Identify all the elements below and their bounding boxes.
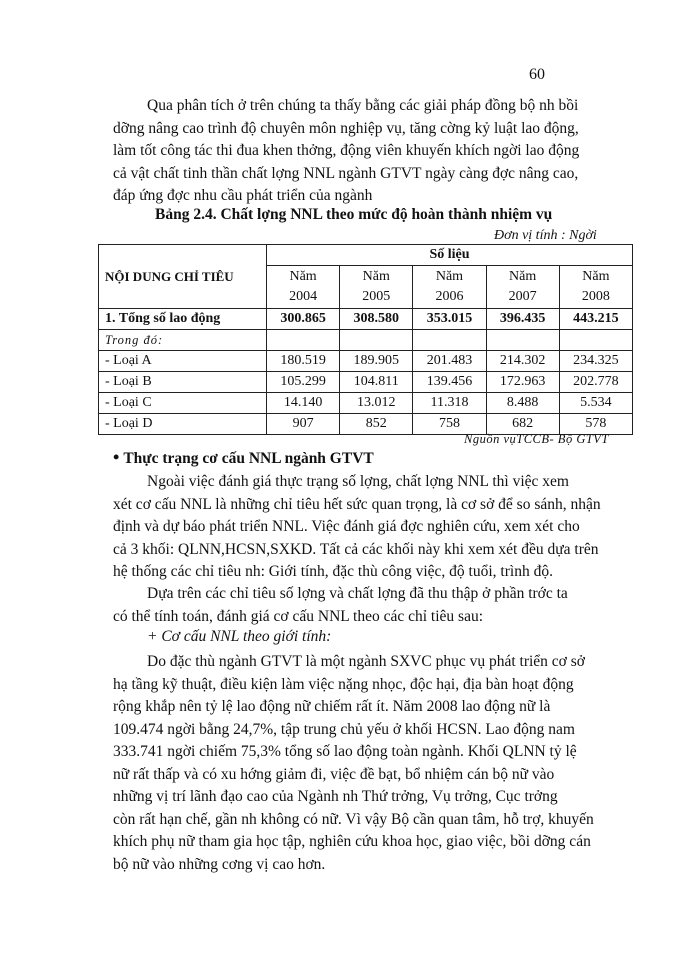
cell-value: 308.580	[340, 309, 413, 330]
table-header-row	[99, 245, 633, 266]
cell-value: 5.534	[559, 393, 632, 414]
quality-table	[98, 244, 633, 435]
table-caption: Bảng 2.4. Chất lợng NNL theo mức độ hoàn thành nhiệm vụ	[155, 206, 553, 223]
table-row-trong-do	[99, 330, 633, 351]
paragraph-structure	[113, 471, 631, 584]
text-line: 333.741 ngời chiếm 75,3% tổng số lao động toàn ngành. Khối QLNN tỷ lệ	[113, 743, 577, 760]
subheading-gender: + Cơ cấu NNL theo giới tính:	[147, 628, 332, 645]
row-label: - Loại A	[99, 351, 267, 372]
header-content: NỘI DUNG CHỈ TIÊU	[99, 245, 267, 309]
text-line: Dựa trên các chỉ tiêu số lợng và chất lợng đã thu thập ở phần trớc ta	[147, 585, 568, 602]
cell-value: 11.318	[413, 393, 486, 414]
text-line: dỡng nâng cao trình độ chuyên môn nghiệp vụ, tăng cờng kỷ luật lao động,	[113, 119, 579, 137]
cell-value: 682	[486, 414, 559, 435]
cell-value: 300.865	[267, 309, 340, 330]
text-line: 109.474 ngời bằng 24,7%, tập trung chủ yếu ở khối HCSN. Lao động nam	[113, 720, 575, 738]
year-header: Năm 2008	[559, 266, 632, 309]
text-line: khích phụ nữ tham gia học tập, nghiên cứu khoa học, giao việc, bồi dỡng cán	[113, 833, 591, 850]
cell-value: 443.215	[559, 309, 632, 330]
row-label: - Loại C	[99, 393, 267, 414]
table-row	[99, 393, 633, 414]
paragraph-gender	[113, 651, 631, 876]
table-source: Nguồn vụTCCB- Bộ GTVT	[464, 432, 609, 446]
cell-value: 189.905	[340, 351, 413, 372]
intro-paragraph	[113, 95, 631, 208]
year-header: Năm 2006	[413, 266, 486, 309]
cell-value: 234.325	[559, 351, 632, 372]
text-line: cả vật chất tinh thần chất lợng NNL ngành GTVT ngày càng đợc nâng cao,	[113, 164, 579, 182]
cell-value: 201.483	[413, 351, 486, 372]
table-row	[99, 351, 633, 372]
cell-value: 907	[267, 414, 340, 435]
cell-value: 758	[413, 414, 486, 435]
text-line: xét cơ cấu NNL là những chỉ tiêu hết sức quan trọng, là cơ sở để so sánh, nhận	[113, 495, 601, 513]
text-line: hệ thống các chỉ tiêu nh: Giới tính, đặc thù công việc, độ tuổi, trình độ.	[113, 563, 553, 580]
cell-value: 852	[340, 414, 413, 435]
cell-value: 396.435	[486, 309, 559, 330]
text-line: có thể tính toán, đánh giá cơ cấu NNL theo các chỉ tiêu sau:	[113, 607, 484, 625]
cell-value: 353.015	[413, 309, 486, 330]
cell-value: 105.299	[267, 372, 340, 393]
table-unit: Đơn vị tính : Ngời	[494, 228, 597, 243]
cell-value: 214.302	[486, 351, 559, 372]
year-header: Năm 2007	[486, 266, 559, 309]
cell-value: 202.778	[559, 372, 632, 393]
text-line: hạ tầng kỹ thuật, điều kiện làm việc nặng nhọc, độc hại, địa bàn hoạt động	[113, 675, 574, 693]
text-line: cả 3 khối: QLNN,HCSN,SXKD. Tất cả các khối này khi xem xét đều dựa trên	[113, 540, 599, 558]
cell-value: 578	[559, 414, 632, 435]
text-line: làm tốt công tác thi đua khen thởng, động viên khuyến khích ngời lao động	[113, 142, 580, 159]
cell-value: 139.456	[413, 372, 486, 393]
row-label: 1. Tổng số lao động	[99, 309, 267, 330]
cell-value: 14.140	[267, 393, 340, 414]
cell-value: 104.811	[340, 372, 413, 393]
text-line: đáp ứng đợc nhu cầu phát triển của ngành	[113, 187, 373, 204]
row-label: - Loại D	[99, 414, 267, 435]
text-line: còn rất hạn chế, gần nh không có nữ. Vì vậy Bộ cần quan tâm, hỗ trợ, khuyến	[113, 810, 594, 828]
text-line: Do đặc thù ngành GTVT là một ngành SXVC phục vụ phát triển cơ sở	[147, 653, 585, 670]
text-line: nữ rất thấp và có xu hớng giảm đi, việc đề bạt, bổ nhiệm cán bộ nữ vào	[113, 765, 555, 783]
text-line: định và dự báo phát triển NNL. Việc đánh giá đợc nghiên cứu, xem xét cho	[113, 518, 580, 535]
bullet-icon: •	[113, 447, 120, 467]
text-line: Ngoài việc đánh giá thực trạng số lợng, chất lợng NNL thì việc xem	[147, 473, 569, 490]
text-line: những vị trí lãnh đạo cao của Ngành nh Thứ trởng, Vụ trởng, Cục trởng	[113, 788, 558, 805]
row-label: - Loại B	[99, 372, 267, 393]
cell-value: 8.488	[486, 393, 559, 414]
year-header: Năm 2005	[340, 266, 413, 309]
text-line: Qua phân tích ở trên chúng ta thấy bằng các giải pháp đồng bộ nh bồi	[147, 97, 579, 114]
paragraph-criteria	[113, 583, 631, 628]
cell-value: 180.519	[267, 351, 340, 372]
table-row	[99, 372, 633, 393]
section-heading: • Thực trạng cơ cấu NNL ngành GTVT	[113, 447, 374, 467]
cell-value: 13.012	[340, 393, 413, 414]
table-row-total	[99, 309, 633, 330]
cell-value: 172.963	[486, 372, 559, 393]
page-number: 60	[529, 66, 545, 83]
header-data: Số liệu	[267, 245, 633, 266]
text-line: rộng khắp nên tỷ lệ lao động nữ chiếm rất ít. Năm 2008 lao động nữ là	[113, 698, 551, 715]
text-line: bộ nữ vào những cơng vị cao hơn.	[113, 855, 326, 873]
year-header: Năm 2004	[267, 266, 340, 309]
row-label: Trong đó:	[99, 330, 267, 351]
